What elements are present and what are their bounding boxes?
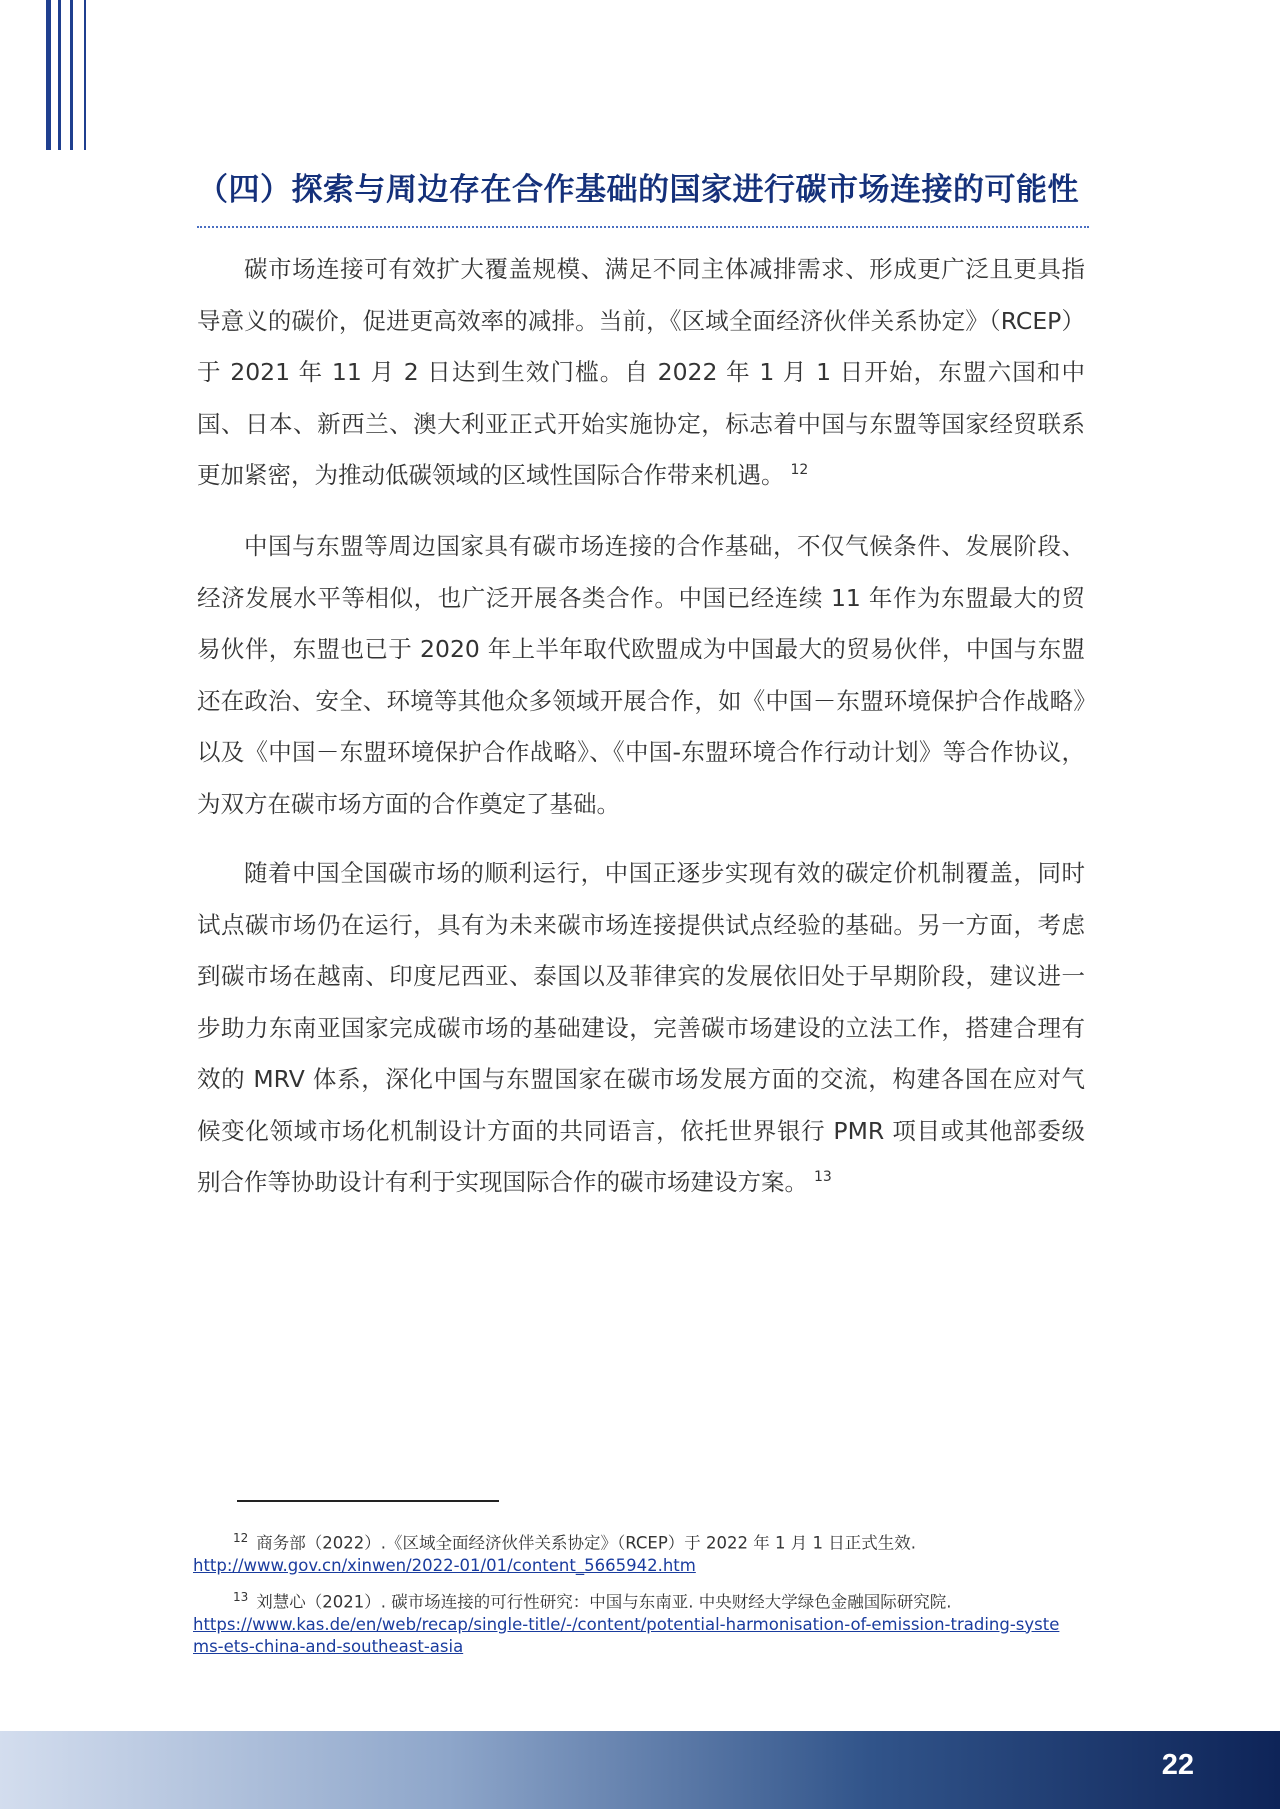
footnote-separator [237, 1500, 499, 1502]
heading-dotted-rule [197, 226, 1089, 228]
decorative-vertical-bars [46, 0, 92, 150]
body-paragraph: 中国与东盟等周边国家具有碳市场连接的合作基础，不仅气候条件、发展阶段、经济发展水平等相似，也广泛开展各类合作。中国已经连续 11 年作为东盟最大的贸易伙伴，东盟也已于 2020 年上半年取代欧盟成为中国最大的贸易伙伴，中国与东盟还在政治、安全、环境等其他众多领域开展合作，如《中国－东盟环境保护合作战略》以及《中国－东盟环境保护合作战略》、《中国-东盟环境合作行动计划》等合作协议，为双方在碳市场方面的合作奠定了基础。 [197, 532, 1085, 818]
body-paragraph: 随着中国全国碳市场的顺利运行，中国正逐步实现有效的碳定价机制覆盖，同时试点碳市场仍在运行，具有为未来碳市场连接提供试点经验的基础。另一方面，考虑到碳市场在越南、印度尼西亚、泰国以及菲律宾的发展依旧处于早期阶段，建议进一步助力东南亚国家完成碳市场的基础建设，完善碳市场建设的立法工作，搭建合理有效的 MRV 体系，深化中国与东盟国家在碳市场发展方面的交流，构建各国在应对气候变化领域市场化机制设计方面的共同语言，依托世界银行 PMR 项目或其他部委级别合作等协助设计有利于实现国际合作的碳市场建设方案。 $^{13}$ [197, 859, 1085, 1196]
footnote-link[interactable]: https://www.kas.de/en/web/recap/single-title/-/content/potential-harmonisation-of-emission-trading-systems-ets-china-and-southeast-asia [193, 1614, 1060, 1656]
body-paragraph: 碳市场连接可有效扩大覆盖规模、满足不同主体减排需求、形成更广泛且更具指导意义的碳价，促进更高效率的减排。当前，《区域全面经济伙伴关系协定》（RCEP）于 2021 年 11 月 2 日达到生效门槛。自 2022 年 1 月 1 日开始，东盟六国和中国、日本、新西兰、澳大利亚正式开始实施协定，标志着中国与东盟等国家经贸联系更加紧密，为推动低碳领域的区域性国际合作带来机遇。 $^{12}$ [197, 255, 1085, 489]
page-number: 22 [1161, 1749, 1194, 1781]
footnote-ref[interactable]: 13 [814, 1169, 832, 1186]
footnote-ref[interactable]: 12 [790, 462, 809, 479]
footnote-number: 12 [233, 1531, 249, 1545]
footer-band [0, 1731, 1280, 1809]
footnote-number: 13 [233, 1590, 249, 1604]
footnote-text: 商务部（2022）.《区域全面经济伙伴关系协定》（RCEP）于 2022 年 1 月 1 日正式生效. [256, 1533, 917, 1553]
footnote-text: 刘慧心（2021）. 碳市场连接的可行性研究：中国与东南亚. 中央财经大学绿色金融国际研究院. [256, 1592, 952, 1612]
footnote [193, 1586, 1073, 1658]
footnote [193, 1527, 1073, 1577]
footnote-link[interactable]: http://www.gov.cn/xinwen/2022-01/01/content_5665942.htm [193, 1555, 696, 1575]
section-heading: （四）探索与周边存在合作基础的国家进行碳市场连接的可能性 [197, 172, 1079, 208]
